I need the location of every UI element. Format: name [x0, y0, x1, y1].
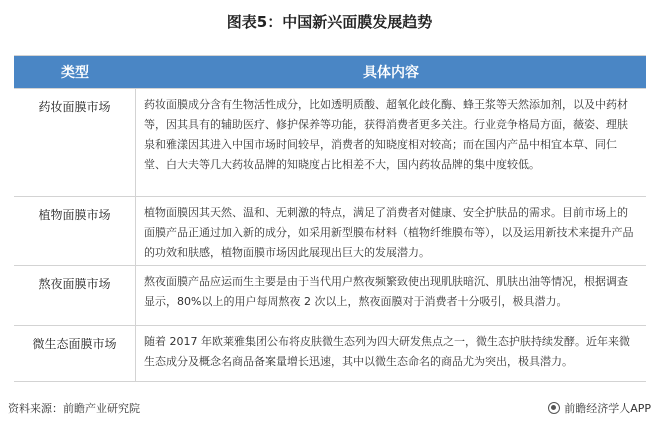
row-category: 熬夜面膜市场	[14, 266, 136, 325]
source-note: 资料来源：前瞻产业研究院	[8, 402, 140, 415]
trend-table	[14, 55, 646, 382]
table-header	[14, 56, 646, 88]
row-content: 随着 2017 年欧莱雅集团公布将皮肤微生态列为四大研发焦点之一，微生态护肤持续发酵。近年来微生态成分及概念名商品备案量增长迅速，其中以微生态命名的商品尤为突出，极具潜力。	[144, 335, 630, 368]
row-category: 药妆面膜市场	[14, 89, 136, 196]
row-category: 微生态面膜市场	[14, 326, 136, 381]
table-row	[14, 196, 646, 265]
header-type: 类型	[61, 65, 89, 81]
brand-logo-icon	[548, 402, 560, 414]
brand-name: 前瞻经济学人APP	[564, 402, 651, 415]
header-content: 具体内容	[363, 65, 419, 81]
row-content: 熬夜面膜产品应运而生主要是由于当代用户熬夜频繁致使出现肌肤暗沉、肌肤出油等情况，根据调查显示，80%以上的用户每周熬夜 2 次以上，熬夜面膜对于消费者十分吸引，极具潜力。	[144, 275, 628, 308]
footer	[8, 400, 651, 416]
row-content: 药妆面膜成分含有生物活性成分，比如透明质酸、超氧化歧化酶、蜂王浆等天然添加剂，以及中药材等，因其具有的辅助医疗、修护保养等功能，获得消费者更多关注。行业竞争格局方面，薇姿、理肤泉和雅漾因其进入中国市场时间较早，消费者的知晓度相对较高；而在国内产品中相宜本草、同仁堂、白大夫等几大药妆品牌的知晓度占比相差不大，国内药妆品牌的集中度较低。	[144, 98, 628, 171]
table-row	[14, 88, 646, 196]
chart-title: 图表5：中国新兴面膜发展趋势	[226, 13, 433, 31]
table-row	[14, 325, 646, 381]
table-row	[14, 265, 646, 325]
row-category: 植物面膜市场	[14, 197, 136, 265]
row-content: 植物面膜因其天然、温和、无刺激的特点，满足了消费者对健康、安全护肤品的需求。目前市场上的面膜产品正通过加入新的成分，如采用新型膜布材料（植物纤维膜布等），以及运用新技术来提升产品的功效和肤感，植物面膜市场因此展现出巨大的发展潜力。	[144, 206, 634, 259]
brand-credit	[548, 400, 651, 416]
